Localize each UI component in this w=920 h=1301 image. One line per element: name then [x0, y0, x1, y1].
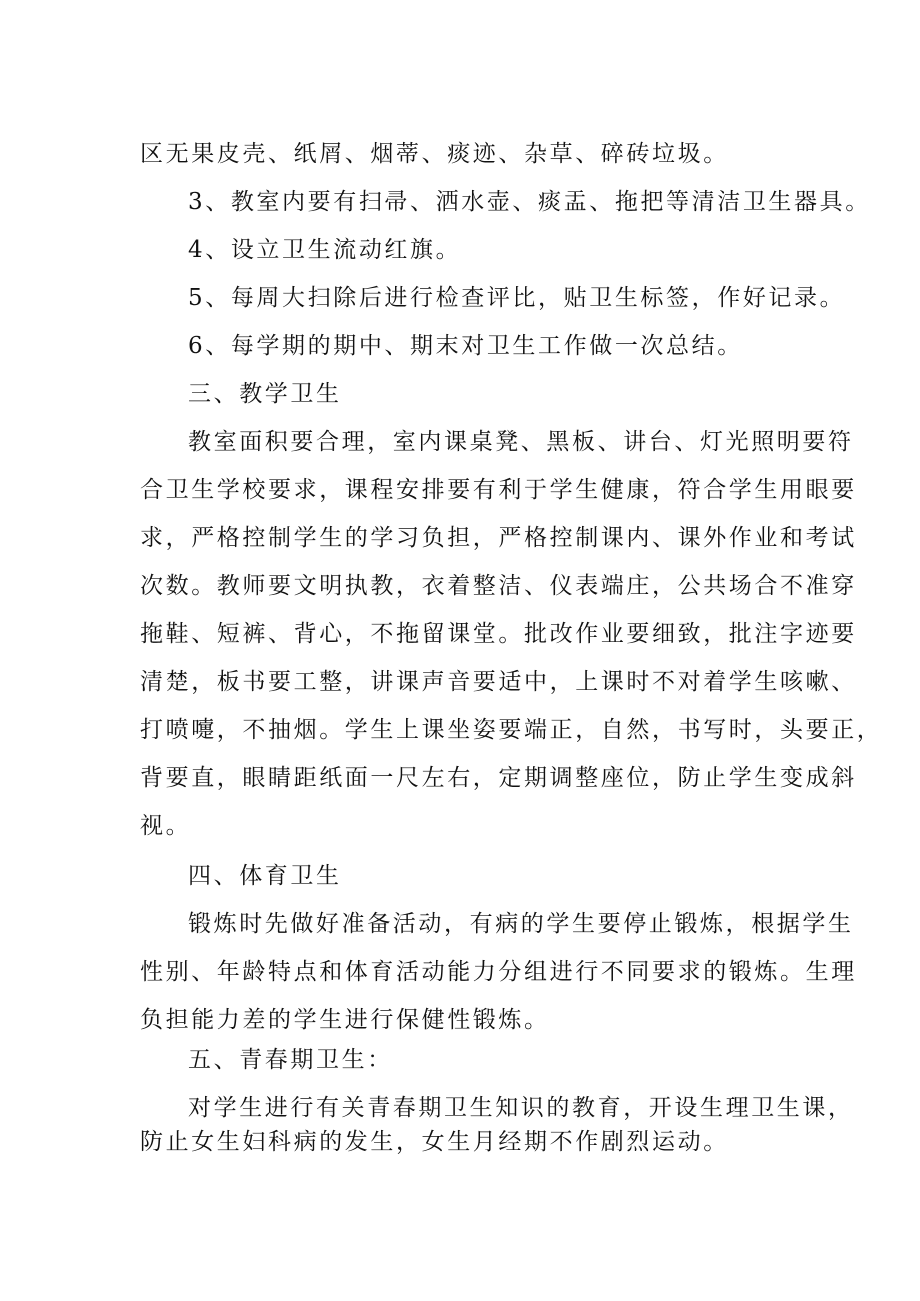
paragraph-line: 视。	[140, 813, 192, 839]
paragraph-line: 清楚，板书要工整，讲课声音要适中，上课时不对着学生咳嗽、	[140, 669, 857, 695]
paragraph-line: 对学生进行有关青春期卫生知识的教育，开设生理卫生课，	[188, 1095, 854, 1121]
section-heading-pe-hygiene: 四、体育卫生	[188, 863, 342, 889]
list-item-4: 4、设立卫生流动红旗。	[188, 237, 462, 263]
paragraph-line: 拖鞋、短裤、背心，不拖留课堂。批改作业要细致，批注字迹要	[140, 621, 857, 647]
section-heading-teaching-hygiene: 三、教学卫生	[188, 381, 342, 407]
paragraph-line: 合卫生学校要求，课程安排要有利于学生健康，符合学生用眼要	[140, 477, 857, 503]
text-line: 区无果皮壳、纸屑、烟蒂、痰迹、杂草、碎砖垃圾。	[140, 141, 729, 167]
paragraph-line: 求，严格控制学生的学习负担，严格控制课内、课外作业和考试	[140, 525, 857, 551]
paragraph-line: 次数。教师要文明执教，衣着整洁、仪表端庄，公共场合不准穿	[140, 573, 857, 599]
section-heading-puberty-hygiene: 五、青春期卫生：	[188, 1047, 393, 1073]
list-item-6: 6、每学期的期中、期末对卫生工作做一次总结。	[188, 333, 743, 359]
paragraph-line: 性别、年龄特点和体育活动能力分组进行不同要求的锻炼。生理	[140, 959, 857, 985]
paragraph-line: 锻炼时先做好准备活动，有病的学生要停止锻炼，根据学生	[188, 911, 854, 937]
paragraph-line: 负担能力差的学生进行保健性锻炼。	[140, 1007, 550, 1033]
paragraph-line: 防止女生妇科病的发生，女生月经期不作剧烈运动。	[140, 1129, 729, 1155]
list-item-5: 5、每周大扫除后进行检查评比，贴卫生标签，作好记录。	[188, 285, 846, 311]
list-item-3: 3、教室内要有扫帚、洒水壶、痰盂、拖把等清洁卫生器具。	[188, 189, 871, 215]
paragraph-line: 打喷嚏，不抽烟。学生上课坐姿要端正，自然，书写时，头要正，	[140, 717, 883, 743]
paragraph-line: 背要直，眼睛距纸面一尺左右，定期调整座位，防止学生变成斜	[140, 765, 857, 791]
paragraph-line: 教室面积要合理，室内课桌凳、黑板、讲台、灯光照明要符	[188, 429, 854, 455]
